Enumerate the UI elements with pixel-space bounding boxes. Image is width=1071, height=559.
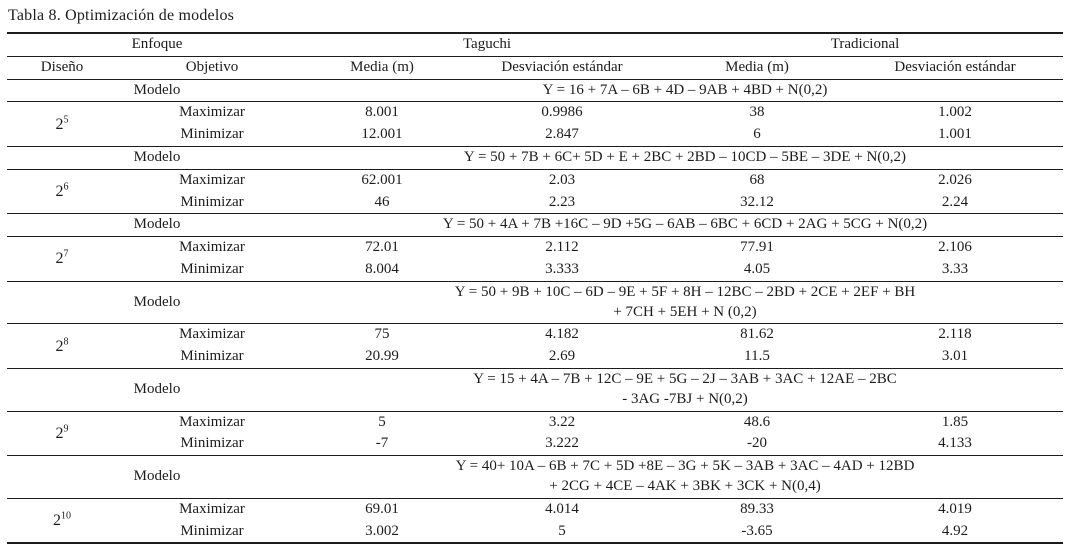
model-row xyxy=(7,456,1063,499)
col-header-objetivo: Objetivo xyxy=(117,56,307,79)
taguchi-media-cell: 46 xyxy=(374,193,390,210)
design-cell: $2^8$ xyxy=(55,336,69,355)
tradicional-media-cell: 32.12 xyxy=(740,193,774,210)
taguchi-media-cell: -7 xyxy=(375,435,389,452)
taguchi-std-cell: 2.03 xyxy=(548,171,576,188)
tradicional-std-cell: 2.24 xyxy=(941,193,969,210)
table-title: Tabla 8. Optimización de modelos xyxy=(8,7,235,24)
tradicional-std-cell: 2.026 xyxy=(938,171,972,188)
tradicional-media-cell: 81.62 xyxy=(740,326,774,343)
model-row xyxy=(7,368,1063,411)
taguchi-std-cell: 4.014 xyxy=(545,500,579,517)
taguchi-media-cell: 12.001 xyxy=(361,126,403,143)
taguchi-media-cell: 62.001 xyxy=(361,171,403,188)
tradicional-std-cell: 2.106 xyxy=(938,239,972,256)
taguchi-media-cell: 8.004 xyxy=(365,260,399,277)
model-label-cell: Modelo xyxy=(7,79,307,102)
tradicional-media-cell: -20 xyxy=(747,435,767,452)
taguchi-std-cell: 3.22 xyxy=(548,413,576,430)
taguchi-std-cell: 2.847 xyxy=(545,126,579,143)
tradicional-media-cell: 68 xyxy=(749,171,765,188)
model-equation-cell xyxy=(307,214,1063,237)
model-equation-line: + 7CH + 5EH + N (0,2) xyxy=(613,303,757,320)
taguchi-media-cell: 5 xyxy=(378,413,386,430)
model-row xyxy=(7,214,1063,237)
tradicional-std-cell: 3.01 xyxy=(941,348,969,365)
tradicional-media-cell: 38 xyxy=(749,104,765,121)
taguchi-media-cell: 3.002 xyxy=(365,522,399,539)
objective-cell: Maximizar xyxy=(179,326,245,343)
model-row xyxy=(7,146,1063,169)
col-header-media-taguchi: Media (m) xyxy=(307,56,457,79)
objective-cell: Minimizar xyxy=(180,193,244,210)
table-row xyxy=(7,259,1063,281)
table-row xyxy=(7,324,1063,346)
objective-cell: Minimizar xyxy=(180,522,244,539)
taguchi-media-cell: 75 xyxy=(374,326,390,343)
taguchi-std-cell: 2.69 xyxy=(548,348,576,365)
tradicional-media-cell: 48.6 xyxy=(743,413,771,430)
objective-cell: Maximizar xyxy=(179,500,245,517)
tradicional-media-cell: 4.05 xyxy=(743,260,771,277)
taguchi-std-cell: 3.333 xyxy=(545,260,579,277)
model-equation-cell xyxy=(307,456,1063,499)
table-row xyxy=(7,346,1063,368)
tradicional-media-cell: -3.65 xyxy=(741,522,773,539)
group-header-tradicional: Tradicional xyxy=(667,33,1063,56)
model-equation-line: Y = 16 + 7A – 6B + 4D – 9AB + 4BD + N(0,2) xyxy=(542,81,828,98)
header-group-row xyxy=(7,33,1063,56)
taguchi-media-cell: 72.01 xyxy=(365,239,399,256)
design-cell: $2^6$ xyxy=(55,181,69,201)
model-equation-line: Y = 15 + 4A – 7B + 12C – 9E + 5G – 2J – 3AB + 3AC + 12AE – 2BC xyxy=(473,370,897,387)
design-cell: $2^{10}$ xyxy=(53,510,71,529)
objective-cell: Minimizar xyxy=(180,435,244,452)
model-equation-cell xyxy=(307,368,1063,411)
taguchi-std-cell: 3.222 xyxy=(545,435,579,452)
col-header-desv-taguchi: Desviación estándar xyxy=(457,56,667,79)
tradicional-std-cell: 1.85 xyxy=(941,413,969,430)
table-row xyxy=(7,498,1063,520)
objective-cell: Minimizar xyxy=(180,126,244,143)
taguchi-std-cell: 2.112 xyxy=(545,239,579,256)
model-label-cell: Modelo xyxy=(7,214,307,237)
tradicional-media-cell: 77.91 xyxy=(740,239,774,256)
tradicional-media-cell: 6 xyxy=(753,126,761,143)
objective-cell: Minimizar xyxy=(180,260,244,277)
model-equation-line: Y = 50 + 9B + 10C – 6D – 9E + 5F + 8H – 12BC – 2BD + 2CE + 2EF + BH xyxy=(454,283,916,300)
tradicional-std-cell: 1.001 xyxy=(938,126,972,143)
design-cell: $2^5$ xyxy=(55,114,69,133)
objective-cell: Maximizar xyxy=(179,171,245,188)
model-label-cell: Modelo xyxy=(7,368,307,411)
design-cell: $2^9$ xyxy=(55,423,69,442)
table-row xyxy=(7,237,1063,259)
table-row xyxy=(7,411,1063,433)
table-row xyxy=(7,169,1063,191)
model-row xyxy=(7,79,1063,102)
taguchi-std-cell: 4.182 xyxy=(545,326,579,343)
tradicional-std-cell: 4.133 xyxy=(938,435,972,452)
model-label-cell: Modelo xyxy=(7,456,307,499)
table-row xyxy=(7,192,1063,214)
model-equation-cell xyxy=(307,281,1063,324)
model-equation-line: Y = 50 + 7B + 6C+ 5D + E + 2BC + 2BD – 10CD – 5BE – 3DE + N(0,2) xyxy=(463,148,907,165)
model-label-cell: Modelo xyxy=(7,281,307,324)
header-columns-row xyxy=(7,56,1063,79)
model-row xyxy=(7,281,1063,324)
objective-cell: Maximizar xyxy=(179,413,245,430)
model-equation-line: + 2CG + 4CE – 4AK + 3BK + 3CK + N(0,4) xyxy=(549,477,821,494)
model-equation-cell xyxy=(307,146,1063,169)
taguchi-std-cell: 0.9986 xyxy=(541,104,583,121)
group-header-enfoque: Enfoque xyxy=(7,33,307,56)
col-header-desv-tradicional: Desviación estándar xyxy=(847,56,1063,79)
model-label-cell: Modelo xyxy=(7,146,307,169)
tradicional-std-cell: 4.019 xyxy=(938,500,972,517)
tradicional-std-cell: 1.002 xyxy=(938,104,972,121)
col-header-diseno: Diseño xyxy=(7,56,117,79)
objective-cell: Minimizar xyxy=(180,348,244,365)
table-row xyxy=(7,124,1063,146)
design-cell: $2^7$ xyxy=(55,249,69,268)
tradicional-std-cell: 3.33 xyxy=(941,260,969,277)
col-header-media-tradicional: Media (m) xyxy=(667,56,847,79)
taguchi-media-cell: 20.99 xyxy=(365,348,399,365)
model-equation-line: - 3AG -7BJ + N(0,2) xyxy=(622,390,748,407)
objective-cell: Maximizar xyxy=(179,104,245,121)
taguchi-std-cell: 2.23 xyxy=(548,193,576,210)
tradicional-std-cell: 2.118 xyxy=(938,326,972,343)
table-row xyxy=(7,102,1063,124)
table-row xyxy=(7,521,1063,544)
group-header-taguchi: Taguchi xyxy=(307,33,667,56)
model-equation-line: Y = 50 + 4A + 7B +16C – 9D +5G – 6AB – 6BC + 6CD + 2AG + 5CG + N(0,2) xyxy=(442,216,928,233)
objective-cell: Maximizar xyxy=(179,239,245,256)
model-equation-line: Y = 40+ 10A – 6B + 7C + 5D +8E – 3G + 5K – 3AB + 3AC – 4AD + 12BD xyxy=(455,458,915,475)
optimization-table xyxy=(7,32,1063,544)
tradicional-std-cell: 4.92 xyxy=(941,522,969,539)
taguchi-media-cell: 8.001 xyxy=(365,104,399,121)
tradicional-media-cell: 89.33 xyxy=(740,500,774,517)
taguchi-media-cell: 69.01 xyxy=(365,500,399,517)
table-row xyxy=(7,433,1063,455)
tradicional-media-cell: 11.5 xyxy=(744,348,770,365)
model-equation-cell xyxy=(307,79,1063,102)
taguchi-std-cell: 5 xyxy=(558,522,566,539)
